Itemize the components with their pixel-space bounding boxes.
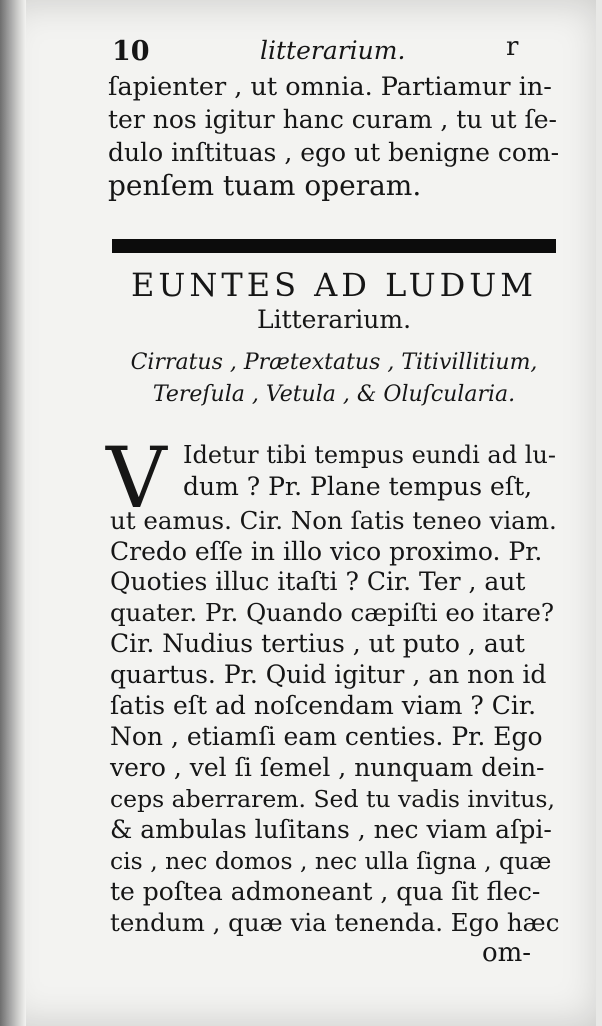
body-line: Cir. Nudius tertius , ut puto , aut [110,629,525,658]
body-line: & ambulas luſitans , nec viam aſpi- [110,815,552,844]
text-line: ter nos igitur hanc curam , tu ut ſe- [108,105,557,134]
body-line: ſatis eſt ad noſcendam viam ? Cir. [110,691,537,720]
section-subtitle: Litterarium. [256,305,412,334]
section-rule [112,239,556,253]
personae-line: Tereſula , Vetula , & Oluſcularia. [152,382,516,407]
body-line: ut eamus. Cir. Non ſatis teneo viam. [110,506,557,535]
text-line: dulo inſtituas , ego ut benigne com- [108,138,560,167]
body-line: vero , vel ſi ſemel , nunquam dein- [110,753,545,782]
running-head: litterarium. [260,36,406,65]
body-line: Idetur tibi tempus eundi ad lu- [183,441,556,469]
body-line: te poſtea admoneant , qua ſit flec- [110,877,541,906]
body-line: quater. Pr. Quando cæpiſti eo itare? [110,598,555,627]
body-line: dum ? Pr. Plane tempus eſt, [183,472,533,501]
body-line: Quoties illuc itaſti ? Cir. Ter , aut [110,567,526,596]
binding-gutter [0,0,26,1026]
body-line: ceps aberrarem. Sed tu vadis invitus, [110,785,555,813]
page-number: 10 [112,36,150,67]
page-header [112,32,532,72]
body-line: Credo eſſe in illo vico proximo. Pr. [110,537,543,566]
personae-line: Cirratus , Prætextatus , Titivillitium, [130,350,538,375]
section-title: EUNTES AD LUDUM [131,266,537,304]
body-line: tendum , quæ via tenenda. Ego hæc [110,908,560,937]
body-line: cis , nec domos , nec ulla ſigna , quæ [110,847,552,875]
text-line: penſem tuam operam. [108,169,422,202]
page-catchword: om- [482,938,532,968]
page-edge [596,0,602,1026]
drop-cap: V [106,429,167,527]
header-catchword: r [506,32,519,62]
body-line: Non , etiamſi eam centies. Pr. Ego [110,722,543,751]
body-line: quartus. Pr. Quid igitur , an non id [110,660,547,689]
text-line: ſapienter , ut omnia. Partiamur in- [108,72,552,102]
